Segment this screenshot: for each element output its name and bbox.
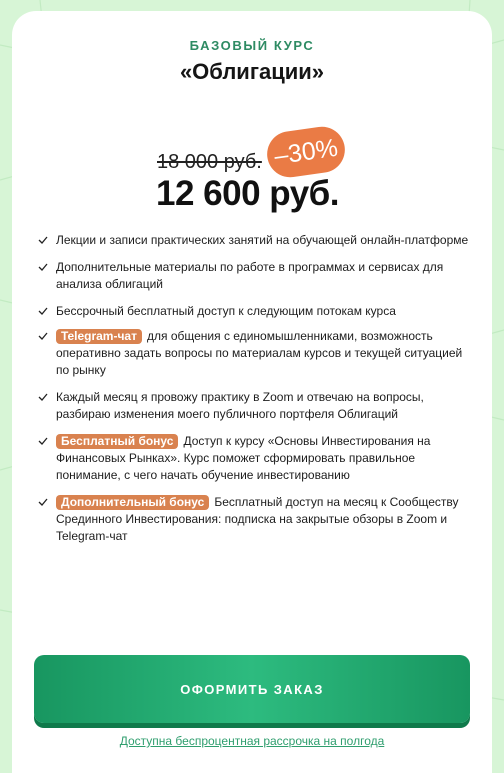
feature-text: Лекции и записи практических занятий на обучающей онлайн-платформе: [56, 233, 469, 247]
installment-link[interactable]: Доступна беспроцентная рассрочка на полгода: [119, 734, 385, 748]
feature-list: [36, 232, 476, 545]
check-icon: [38, 436, 48, 446]
feature-text: Дополнительные материалы по работе в программах и сервисах для анализа облигаций: [56, 260, 444, 291]
current-price: 12 600 руб.: [156, 174, 340, 213]
old-price: 18 000 руб.: [157, 151, 262, 173]
feature-text: Бесплатный доступ на месяц к Сообществу Срединного Инвестирования: подписка на закрытые обзоры в Zoom и Telegram-чат: [56, 495, 459, 543]
feature-item: [36, 433, 476, 484]
feature-item: [36, 328, 476, 379]
extra-bonus-tag: Дополнительный бонус: [56, 495, 209, 510]
feature-item: [36, 303, 476, 320]
feature-item: [36, 389, 476, 423]
feature-item: [36, 232, 476, 249]
discount-badge: –30%: [264, 124, 348, 180]
course-title: «Облигации»: [179, 59, 325, 84]
check-icon: [38, 235, 48, 245]
check-icon: [38, 331, 48, 341]
order-button[interactable]: ОФОРМИТЬ ЗАКАЗ: [34, 655, 470, 723]
feature-item: [36, 494, 476, 545]
feature-text: Бессрочный бесплатный доступ к следующим потокам курса: [56, 304, 396, 318]
telegram-chat-tag: Telegram-чат: [56, 329, 142, 344]
feature-item: [36, 259, 476, 293]
check-icon: [38, 306, 48, 316]
feature-text: Каждый месяц я провожу практику в Zoom и отвечаю на вопросы, разбираю изменения моего публичного портфеля Облигаций: [56, 390, 424, 421]
course-card: [12, 11, 492, 773]
check-icon: [38, 262, 48, 272]
free-bonus-tag: Бесплатный бонус: [56, 434, 178, 449]
feature-text: для общения с единомышленниками, возможность оперативно задать вопросы по материалам курсов и текущей ситуацией по рынку: [56, 329, 463, 377]
feature-text: Доступ к курсу «Основы Инвестирования на Финансовых Рынках». Курс поможет сформировать правильное понимание, с чего начать обучение инвестированию: [56, 434, 431, 482]
check-icon: [38, 497, 48, 507]
course-kicker: БАЗОВЫЙ КУРС: [189, 38, 315, 53]
check-icon: [38, 392, 48, 402]
